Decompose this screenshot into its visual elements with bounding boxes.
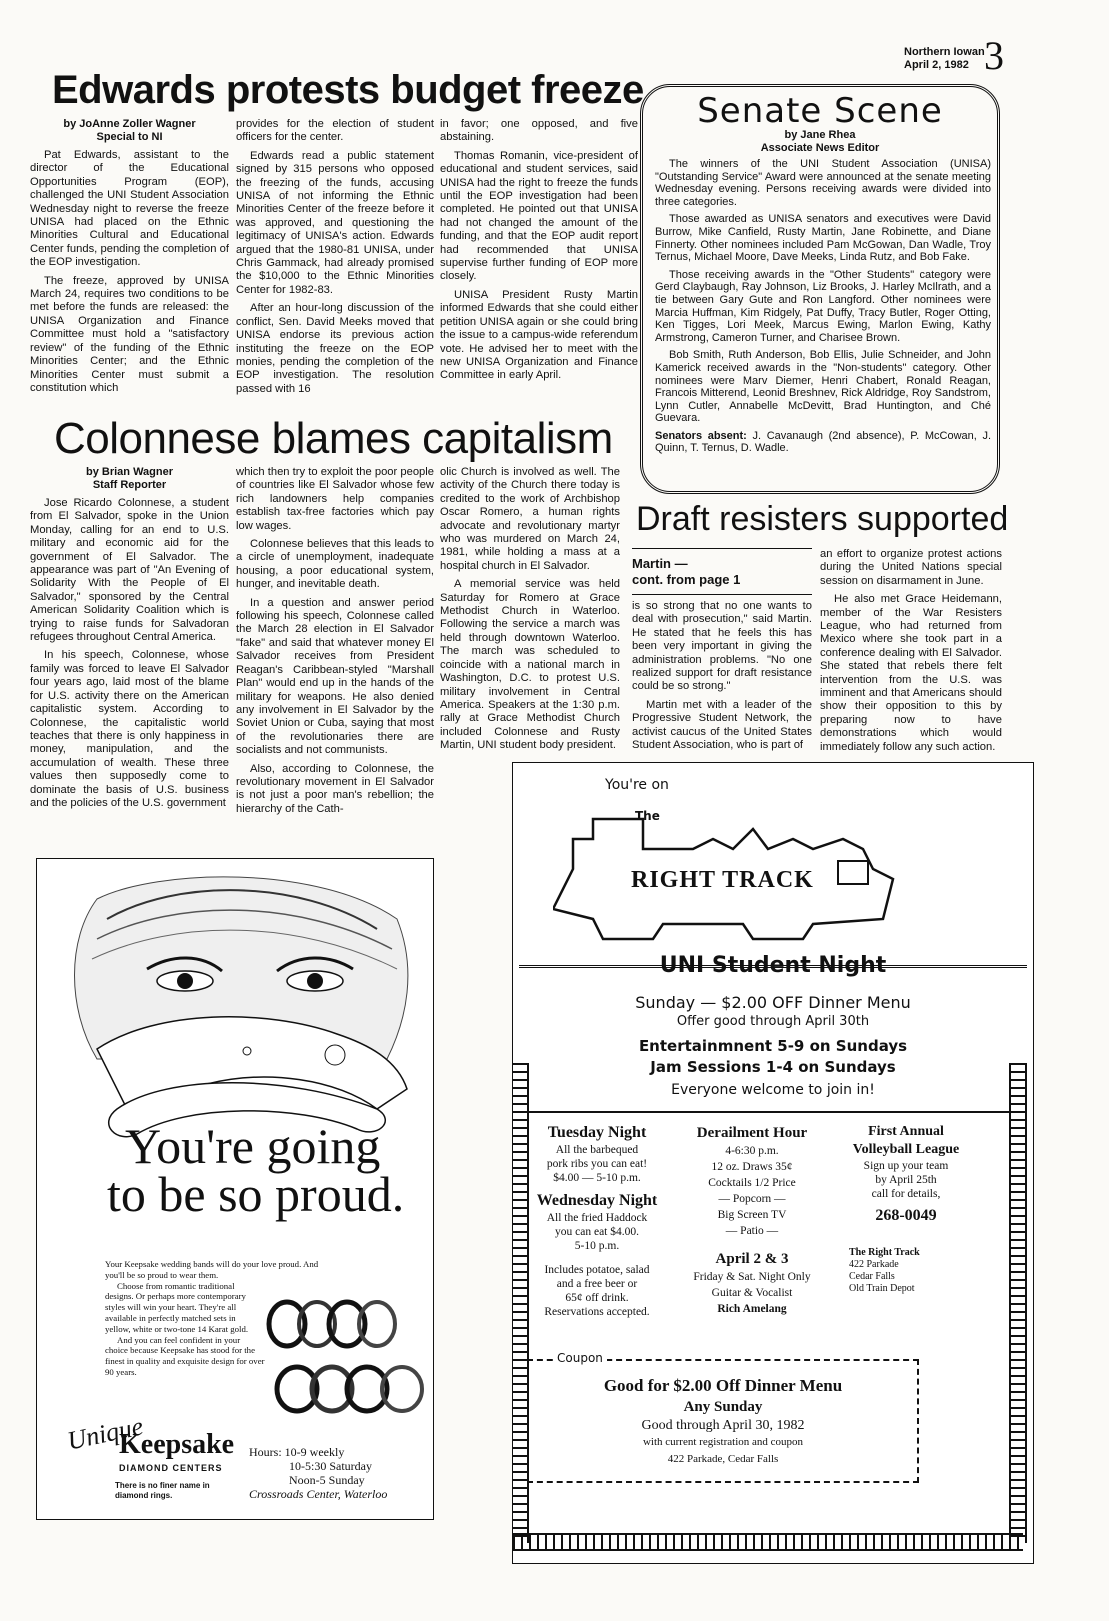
edwards-c2-p0: provides for the election of student officers for the center.: [236, 118, 434, 144]
draft-col2: [820, 548, 1002, 760]
colonnese-c2-p2: In a question and answer period following his speech, Colonnese called the March 28 election in El Salvador "fake" and said that whatever money El Salvador receives from President Reagan's Caribbean-styled "Marshall Plan" would end up in the hands of the military for weapons. He also denied any involvement in El Salvador by the Soviet Union or Cuba, saying that most of the revolutionaries there are socialists and not communists.: [236, 596, 434, 757]
senate-scene-box: [640, 84, 1000, 494]
rt-tue-2: $4.00 — 5-10 p.m.: [553, 1172, 641, 1184]
bottom-track: [513, 1533, 1023, 1551]
rt-wed-0: All the fried Haddock: [546, 1212, 648, 1224]
right-track: [1009, 1063, 1027, 1543]
colonnese-c2-p3: Also, according to Colonnese, the revolutionary movement in El Salvador is not just a poor man's rebellion; the hierarchy of the Cath-: [236, 762, 434, 815]
colonnese-c2-p0: which then try to exploit the poor people of countries like El Salvador whose few rich landowners help companies establish tax-free factories which pay low wages.: [236, 466, 434, 532]
senate-p2: Those receiving awards in the "Other Students" category were Gerd Claybaugh, Ray Johnson, Liz Brooks, J. Harley McIlrath, and a tie between Gary Gute and Ron Langford. Other nominees were Marcia Huffman, Kim Ridgely, Pat Duffy, Tracy Butler, Roger Otting, Ken Tigges, Lori Meek, Marcus Ewing, Marlon Ewing, Kathy Armstrong, Cameron Turner, and Charisee Brown.: [655, 268, 991, 344]
keepsake-headline1: You're going: [125, 1118, 381, 1174]
rt-col-mid: [677, 1123, 827, 1317]
masthead-date: April 2, 1982: [904, 59, 969, 71]
edwards-headline: Edwards protests budget freeze: [52, 68, 644, 112]
rt-vb-0: Sign up your team: [863, 1160, 949, 1172]
rt-der-0: 4-6:30 p.m.: [725, 1145, 779, 1157]
rt-wed-1: you can eat $4.00.: [555, 1226, 639, 1238]
rt-line4: Jam Sessions 1-4 on Sundays: [650, 1058, 896, 1076]
keepsake-brand: Keepsake: [119, 1429, 235, 1460]
rt-inc-1: and a free beer or: [556, 1278, 638, 1290]
keepsake-location: Crossroads Center, Waterloo: [249, 1487, 388, 1501]
rt-inc-3: Reservations accepted.: [544, 1306, 650, 1318]
draft-col1: [632, 600, 812, 760]
ring-set-icon: [257, 1289, 427, 1429]
edwards-byline-role: Special to NI: [96, 131, 163, 143]
rt-line2: Offer good through April 30th: [676, 1014, 870, 1029]
rt-apr-1: Guitar & Vocalist: [711, 1287, 793, 1299]
draft-c1-p0: is so strong that no one wants to deal with prosecution," said Martin. He stated that he feels this has been very important in giving the administration problems. "No one realized support for draft resistance could be so strong.": [632, 600, 812, 693]
colonnese-col1: [30, 466, 229, 846]
draft-headline: Draft resisters supported: [636, 500, 1009, 538]
page-number: 3: [984, 33, 1004, 78]
coupon-head: Good for $2.00 Off Dinner Menu: [603, 1376, 843, 1395]
rt-line1: Sunday — $2.00 OFF Dinner Menu: [635, 993, 911, 1012]
keepsake-centers: DIAMOND CENTERS: [119, 1463, 223, 1473]
rt-der-title: Derailment Hour: [696, 1125, 808, 1141]
righttrack-ad: [512, 762, 1034, 1564]
rt-der-5: — Patio —: [725, 1225, 779, 1237]
rt-addr-2: Old Train Depot: [849, 1283, 915, 1294]
coupon-label: Coupon: [553, 1351, 607, 1365]
keepsake-tag2: diamond rings.: [115, 1491, 173, 1500]
keepsake-unique: Unique: [64, 1411, 146, 1456]
colonnese-col2: [236, 466, 434, 846]
rt-apr-0: Friday & Sat. Night Only: [693, 1271, 811, 1283]
rt-vb-phone: 268-0049: [875, 1207, 937, 1224]
rt-line5: Everyone welcome to join in!: [671, 1082, 875, 1098]
colonnese-c3-p1: A memorial service was held Saturday for Romero at Grace Methodist Church in Waterloo. Following the service a march was held through downtown Waterloo. The march was scheduled to coincide with a national march in Washington, D.C. to protest U.S. military involvement in Central America. Speakers at the 1:30 p.m. rally at Grace Methodist Church included Colonnese and Rusty Martin, UNI student body president.: [440, 578, 620, 752]
edwards-c1-p1: The freeze, approved by UNISA March 24, requires two conditions to be met before the funds are released: the UNISA Organization and Finance Committee must hold a "satisfactory review" of the funding of the Ethnic Minorities Center; and the Ethnic Minorities Center must submit a constitution which: [30, 274, 229, 394]
keepsake-headline2: to be so proud.: [107, 1166, 405, 1222]
coupon[interactable]: [527, 1351, 919, 1483]
keepsake-body-1: Choose from romantic traditional designs. Or perhaps more contemporary styles will win your heart. They're all available in perfectly matched sets in yellow, white or two-tone 14 Karat gold.: [105, 1280, 249, 1334]
rt-tue-title: Tuesday Night: [547, 1124, 647, 1141]
rt-line3: Entertainmnent 5-9 on Sundays: [638, 1037, 908, 1055]
edwards-c1-p0: Pat Edwards, assistant to the director of the Educational Opportunities Program (EOP), challenged the UNI Student Association Wednesday night to reverse the freeze UNISA had placed on the Ethnic Minorities Cultural and Educational Center funds, pending the completion of the EOP investigation.: [30, 149, 229, 269]
edwards-c2-p1: Edwards read a public statement signed by 315 persons who opposed the freezing of the funds, accusing UNISA of not informing the Ethnic Minorities Center of the freeze before it was approved, and questioning the legitimacy of UNISA's action. Edwards argued that the 1980-81 UNISA, under Chris Gammack, had already promised the $10,000 to the Ethnic Minorities Center for 1982-83.: [236, 149, 434, 296]
train-the: The: [635, 809, 660, 823]
rt-mid-rule: [519, 1111, 1027, 1113]
rt-apr-name: Rich Amelang: [717, 1303, 787, 1315]
rt-inc-0: Includes potatoe, salad: [544, 1264, 650, 1276]
keepsake-hours-0: 10-9 weekly: [284, 1445, 345, 1459]
rt-inc-2: 65¢ off drink.: [565, 1292, 629, 1304]
youre-on: You're on: [605, 777, 669, 793]
senate-byline: by Jane Rhea: [784, 129, 856, 141]
draft-rule: [632, 548, 812, 549]
rt-tue-1: pork ribs you can eat!: [546, 1158, 648, 1170]
rt-vb-1: by April 25th: [875, 1174, 937, 1186]
senate-role: Associate News Editor: [760, 142, 880, 154]
edwards-col3: [440, 118, 638, 418]
masthead: [890, 33, 1080, 78]
rt-vb-2: call for details,: [871, 1188, 941, 1200]
senate-absent-label: Senators absent:: [655, 429, 747, 442]
rt-apr-title: April 2 & 3: [715, 1251, 789, 1267]
rt-der-3: — Popcorn —: [718, 1193, 786, 1205]
rt-vb-title1: First Annual: [868, 1124, 944, 1139]
draft-jump1: Martin —: [632, 556, 688, 571]
senate-p1: Those awarded as UNISA senators and executives were David Burrow, Mike Canfield, Rusty Martin, Jane Robinette, and Diane Finnerty. Other nominees included Pam McGowan, Dan Wadle, Troy Ternus, Michael Moore, Dave Meeks, Linda Rutz, and Bob Fake.: [655, 213, 991, 264]
edwards-c3-p0: in favor; one opposed, and five abstaining.: [440, 118, 638, 144]
coupon-good: Good through April 30, 1982: [641, 1418, 805, 1433]
colonnese-headline: Colonnese blames capitalism: [54, 414, 613, 463]
rt-col-left: [519, 1123, 675, 1319]
coupon-with: with current registration and coupon: [642, 1436, 804, 1448]
colonnese-col3: [440, 466, 620, 766]
rt-der-1: 12 oz. Draws 35¢: [711, 1161, 793, 1173]
senate-p3: Bob Smith, Ruth Anderson, Bob Ellis, Julie Schneider, and John Kamerick received awards in the "Non-students" category. Other nominees were Marv Diemer, Henri Chabert, Ronald Reagan, Francois Mitterend, Leonid Breshnev, Rick Aldridge, Roy Sandstrom, Lynn Cutler, Annabelle McDevitt, Brad Huntington, and Ché Guevara.: [655, 349, 991, 425]
edwards-c3-p1: Thomas Romanin, vice-president of educational and student services, said UNISA had the right to freeze the funds until the EOP investigation had been completed. He pointed out that UNISA had not changed the amount of the funding, and that the EOP audit report had recommended that UNISA supervise further funding of EOP more closely.: [440, 149, 638, 283]
rt-col-right: [831, 1123, 981, 1295]
draft-c2-p0: an effort to organize protest actions during the United Nations special session on disarmament in June.: [820, 548, 1002, 587]
edwards-col2: [236, 118, 434, 418]
senate-p0: The winners of the UNI Student Association (UNISA) "Outstanding Service" Award were announced at the senate meeting Wednesday evening. Persons receiving awards were divided into three categories.: [655, 158, 991, 208]
rt-der-4: Big Screen TV: [717, 1209, 787, 1221]
keepsake-body-2: And you can feel confident in your choice because Keepsake has stood for the finest in quality and exquisite design for over 90 years.: [105, 1334, 265, 1377]
colonnese-c1-p1: In his speech, Colonnese, whose family was forced to leave El Salvador four years ago, laid most of the blame for U.S. activity there on the American capitalistic system. According to Colonnese, the capitalistic world teaches that there is only happiness in money, manipulation, and the accumulation of wealth. These three values then supposedly come to dominate the basis of U.S. business and the policies of the U.S. government: [30, 649, 229, 809]
draft-rule2: [632, 594, 812, 595]
draft-c2-p1: He also met Grace Heidemann, member of the War Resisters League, who had returned from Mexico where she took part in a conference dealing with El Salvador. She stated that rebels there felt intervention from the U.S. was imminent and that Americans should show their opposition to this by preparing now to have demonstrations which would immediately follow any such action.: [820, 593, 1002, 753]
senate-absent-text: J. Cavanaugh (2nd absence), P. McCowan, J. Quinn, T. Ternus, D. Wadle.: [655, 429, 991, 455]
keepsake-body-0: Your Keepsake wedding bands will do your love proud. And you'll be so proud to wear them.: [105, 1259, 319, 1280]
colonnese-byline: by Brian Wagner: [86, 466, 173, 478]
rt-der-2: Cocktails 1/2 Price: [708, 1177, 796, 1189]
keepsake-hours-2: Noon-5 Sunday: [289, 1473, 365, 1487]
coupon-addr: 422 Parkade, Cedar Falls: [667, 1453, 779, 1465]
keepsake-hours: [249, 1445, 387, 1501]
train-name: RIGHT TRACK: [631, 867, 814, 893]
left-track: [512, 1063, 529, 1543]
rt-vb-title2: Volleyball League: [852, 1142, 960, 1157]
keepsake-hours-1: 10-5:30 Saturday: [289, 1459, 372, 1473]
edwards-byline: by JoAnne Zoller Wagner: [63, 118, 196, 130]
colonnese-byline-role: Staff Reporter: [92, 479, 167, 491]
rt-wed-2: 5-10 p.m.: [574, 1240, 620, 1252]
edwards-col1: [30, 118, 229, 418]
draft-jump: [632, 556, 740, 588]
colonnese-c2-p1: Colonnese believes that this leads to a circle of unemployment, inadequate housing, a poor educational system, hunger, and inevitable death.: [236, 538, 434, 591]
rt-addr-1: Cedar Falls: [849, 1271, 895, 1282]
rt-addr-title: The Right Track: [849, 1247, 920, 1258]
keepsake-tag1: There is no finer name in: [115, 1481, 210, 1490]
keepsake-ad: [36, 858, 434, 1520]
senate-title: Senate Scene: [697, 91, 943, 131]
colonnese-c1-p0: Jose Ricardo Colonnese, a student from El Salvador, spoke in the Union Monday, calling for an end to U.S. military and economic aid for the government of El Salvador. The appearance was part of "An Evening of Solidarity With the People of El Salvador," sponsored by the Central American Solidarity Coalition which is trying to raise funds for Salvadoran refugees throughout Central America.: [30, 497, 229, 644]
coupon-sub: Any Sunday: [683, 1399, 763, 1415]
rt-wed-title: Wednesday Night: [536, 1192, 658, 1209]
rt-tue-0: All the barbequed: [555, 1144, 639, 1156]
rt-addr-0: 422 Parkade: [849, 1259, 899, 1270]
uni-night-title: UNI Student Night: [659, 953, 887, 978]
colonnese-c3-p0: olic Church is involved as well. The activity of the Church there today is credited to the work of Archbishop Oscar Romero, a human rights advocate and revolutionary martyr who was murdered on March 24, 1981, while holding a mass at a hospital church in El Salvador.: [440, 466, 620, 572]
draft-jump2: cont. from page 1: [632, 572, 741, 587]
draft-c1-p1: Martin met with a leader of the Progressive Student Network, the activist caucus of the United States Student Association, who is part of: [632, 698, 812, 752]
edwards-c2-p2: After an hour-long discussion of the conflict, Sen. David Meeks moved that UNISA endorse its previous action instituting the freeze on the EOP monies, pending the completion of the EOP investigation. The resolution passed with 16: [236, 302, 434, 395]
masthead-paper: Northern Iowan: [904, 46, 985, 58]
keepsake-hours-label: Hours:: [249, 1445, 282, 1459]
edwards-c3-p2: UNISA President Rusty Martin informed Edwards that she could either petition UNISA again or she could bring the issue to a campus-wide referendum vote. He advised her to meet with the new UNISA Organization and Finance Committee in early April.: [440, 288, 638, 382]
